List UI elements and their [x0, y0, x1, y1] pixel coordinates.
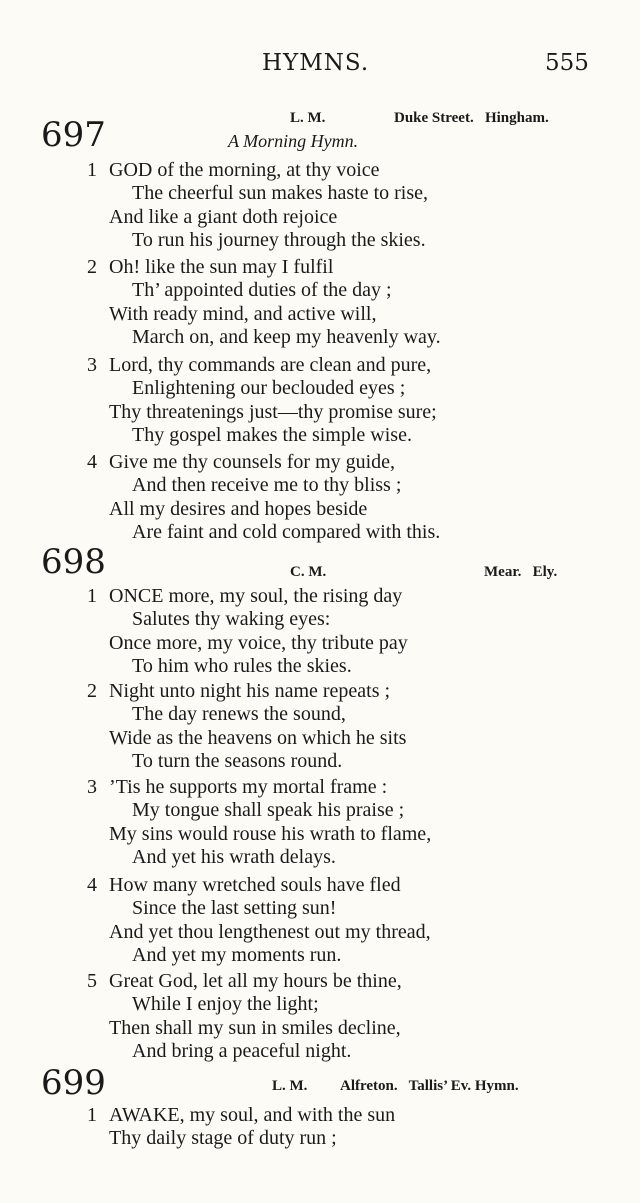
verse-line: ONCE more, my soul, the rising day — [109, 585, 403, 607]
verse-number: 4 — [87, 874, 97, 896]
verse-line: And then receive me to thy bliss ; — [132, 474, 402, 497]
verse-line: With ready mind, and active will, — [109, 302, 377, 325]
verse-number: 5 — [87, 970, 97, 992]
hymn-number: 697 — [41, 115, 106, 155]
verse-number: 1 — [87, 159, 97, 181]
verse-line: The cheerful sun makes haste to rise, — [132, 182, 429, 205]
verse-line: Since the last setting sun! — [132, 897, 337, 920]
verse — [87, 874, 431, 967]
verse-line: Give me thy counsels for my guide, — [109, 451, 396, 473]
hymn-number: 699 — [41, 1063, 106, 1103]
verse-line: Th’ appointed duties of the day ; — [132, 279, 392, 302]
verse — [87, 585, 408, 678]
verse-line: And like a giant doth rejoice — [109, 205, 338, 228]
verse-line: My sins would rouse his wrath to flame, — [109, 822, 432, 845]
verse-line: And bring a peaceful night. — [132, 1039, 352, 1062]
verse-line: Thy gospel makes the simple wise. — [132, 423, 412, 446]
verse-line: To turn the seasons round. — [132, 749, 343, 772]
hymn-meter: L. M. — [272, 1078, 308, 1094]
verse-line: Thy daily stage of duty run ; — [109, 1127, 337, 1150]
verse-line: And yet his wrath delays. — [132, 845, 336, 868]
verse-line: All my desires and hopes beside — [109, 497, 368, 520]
verse-line: How many wretched souls have fled — [109, 874, 401, 896]
hymn-meter: C. M. — [290, 564, 327, 580]
verse-number: 2 — [87, 680, 97, 702]
verse-number: 3 — [87, 354, 97, 376]
verse-line: Lord, thy commands are clean and pure, — [109, 354, 432, 376]
hymn-tunes: Alfreton. Tallis’ Ev. Hymn. — [340, 1078, 519, 1094]
verse-line: Enlightening our beclouded eyes ; — [132, 377, 406, 400]
verse — [87, 680, 406, 773]
verse-line: March on, and keep my heavenly way. — [132, 325, 441, 348]
verse-line: My tongue shall speak his praise ; — [132, 799, 405, 822]
verse-line: Oh! like the sun may I fulfil — [109, 256, 334, 278]
verse-line: AWAKE, my soul, and with the sun — [109, 1104, 396, 1126]
hymn-subtitle: A Morning Hymn. — [228, 131, 359, 151]
hymn-tunes: Mear. Ely. — [484, 564, 558, 580]
verse-line: And yet thou lengthenest out my thread, — [109, 920, 431, 943]
verse — [87, 776, 431, 869]
verse-number: 1 — [87, 1104, 97, 1126]
verse-number: 4 — [87, 451, 97, 473]
verse-line: Great God, let all my hours be thine, — [109, 970, 402, 992]
hymn-tunes: Duke Street. Hingham. — [394, 110, 549, 126]
verse — [87, 970, 402, 1063]
verse-line: Then shall my sun in smiles decline, — [109, 1016, 401, 1039]
verse-line: Thy threatenings just—thy promise sure; — [109, 400, 437, 423]
verse — [87, 1104, 395, 1151]
hymn-meter: L. M. — [290, 110, 326, 126]
running-title: HYMNS. — [262, 50, 370, 76]
verse-line: While I enjoy the light; — [132, 993, 319, 1016]
verse-line: Wide as the heavens on which he sits — [109, 726, 407, 749]
verse — [87, 256, 441, 349]
verse-line: To him who rules the skies. — [132, 654, 352, 677]
verse — [87, 159, 428, 252]
verse-number: 1 — [87, 585, 97, 607]
verse-line: Salutes thy waking eyes: — [132, 608, 331, 631]
verse — [87, 354, 437, 447]
verse-line: To run his journey through the skies. — [132, 228, 426, 251]
verse-line: Night unto night his name repeats ; — [109, 680, 391, 702]
verse-line: Are faint and cold compared with this. — [132, 520, 441, 543]
hymn-number: 698 — [41, 542, 106, 582]
verse-line: The day renews the sound, — [132, 703, 346, 726]
verse — [87, 451, 440, 544]
verse-line: And yet my moments run. — [132, 943, 342, 966]
verse-number: 2 — [87, 256, 97, 278]
verse-line: Once more, my voice, thy tribute pay — [109, 631, 408, 654]
page-number: 555 — [545, 50, 589, 76]
verse-line: GOD of the morning, at thy voice — [109, 159, 380, 181]
verse-number: 3 — [87, 776, 97, 798]
verse-line: ’Tis he supports my mortal frame : — [109, 776, 388, 798]
